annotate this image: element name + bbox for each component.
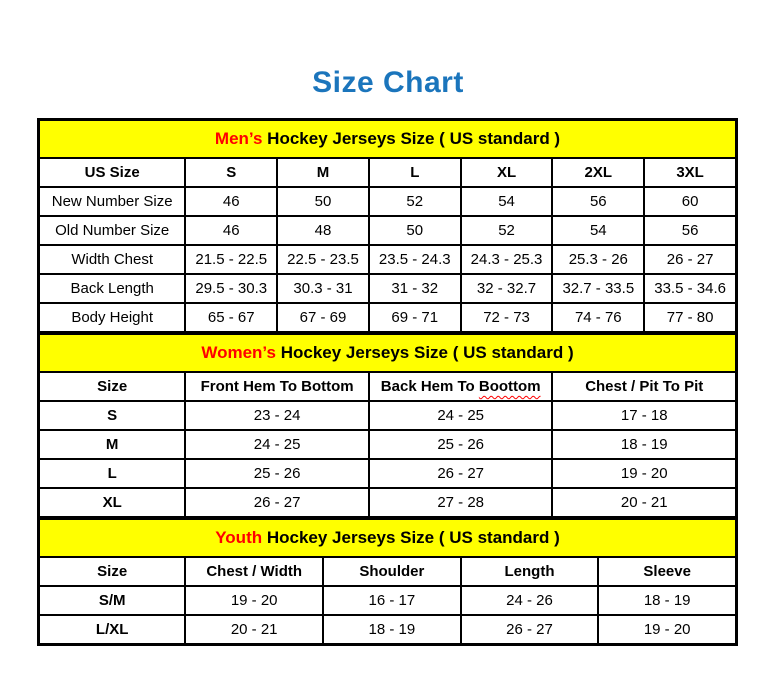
table-row: [39, 488, 736, 517]
row-label: Old Number Size: [39, 216, 185, 245]
table-row: [39, 187, 736, 216]
size-cell: 50: [369, 216, 461, 245]
size-cell: 46: [185, 216, 277, 245]
youth-band-row: [39, 519, 736, 557]
size-cell: 33.5 - 34.6: [644, 274, 736, 303]
size-cell: 26 - 27: [369, 459, 553, 488]
size-cell: 56: [644, 216, 736, 245]
size-cell: 29.5 - 30.3: [185, 274, 277, 303]
size-cell: 46: [185, 187, 277, 216]
size-cell: 18 - 19: [323, 615, 461, 644]
womens-band: [39, 334, 736, 372]
mens-band-red-text: Men’s: [214, 129, 263, 148]
size-cell: 52: [461, 216, 553, 245]
size-cell: 19 - 20: [598, 615, 736, 644]
col-header: Size: [39, 557, 185, 586]
row-label: S: [39, 401, 185, 430]
size-cell: 25 - 26: [185, 459, 369, 488]
table-row: [39, 615, 736, 644]
size-cell: 48: [277, 216, 369, 245]
table-row: [39, 274, 736, 303]
col-header: Chest / Width: [185, 557, 323, 586]
col-header: Shoulder: [323, 557, 461, 586]
col-header-back-hem: [369, 372, 553, 401]
size-cell: 23 - 24: [185, 401, 369, 430]
col-header: L: [369, 158, 461, 187]
womens-band-black-text: Hockey Jerseys Size ( US standard ): [275, 343, 574, 362]
size-cell: 65 - 67: [185, 303, 277, 332]
mens-band-row: [39, 120, 736, 158]
youth-band: [39, 519, 736, 557]
youth-band-black-text: Hockey Jerseys Size ( US standard ): [262, 528, 560, 547]
size-cell: 26 - 27: [644, 245, 736, 274]
table-row: [39, 303, 736, 332]
col-header: 2XL: [552, 158, 644, 187]
size-cell: 27 - 28: [369, 488, 553, 517]
row-label: L/XL: [39, 615, 185, 644]
mens-band: [39, 120, 736, 158]
row-label: New Number Size: [39, 187, 185, 216]
size-cell: 21.5 - 22.5: [185, 245, 277, 274]
col-header: XL: [461, 158, 553, 187]
size-cell: 69 - 71: [369, 303, 461, 332]
size-cell: 24 - 26: [461, 586, 599, 615]
table-row: [39, 216, 736, 245]
womens-header-row: [39, 372, 736, 401]
youth-band-red-text: Youth: [215, 528, 263, 547]
row-label: Back Length: [39, 274, 185, 303]
size-cell: 67 - 69: [277, 303, 369, 332]
size-cell: 26 - 27: [461, 615, 599, 644]
mens-header-row: [39, 158, 736, 187]
misspelled-word: Boottom: [478, 378, 541, 395]
col-header: Size: [39, 372, 185, 401]
size-cell: 77 - 80: [644, 303, 736, 332]
back-hem-text: Back Hem To: [380, 378, 479, 395]
size-cell: 50: [277, 187, 369, 216]
size-cell: 25 - 26: [369, 430, 553, 459]
size-cell: 23.5 - 24.3: [369, 245, 461, 274]
size-cell: 20 - 21: [552, 488, 736, 517]
col-header: Chest / Pit To Pit: [552, 372, 736, 401]
size-cell: 20 - 21: [185, 615, 323, 644]
page-title: Size Chart: [312, 66, 464, 99]
size-cell: 60: [644, 187, 736, 216]
row-label: L: [39, 459, 185, 488]
womens-band-red-text: Women’s: [201, 343, 276, 362]
table-row: [39, 430, 736, 459]
col-header: Length: [461, 557, 599, 586]
womens-size-table: [38, 333, 737, 518]
size-cell: 52: [369, 187, 461, 216]
size-cell: 32.7 - 33.5: [552, 274, 644, 303]
size-cell: 54: [552, 216, 644, 245]
table-row: [39, 586, 736, 615]
size-cell: 54: [461, 187, 553, 216]
mens-size-table: [38, 119, 737, 333]
size-cell: 26 - 27: [185, 488, 369, 517]
size-cell: 74 - 76: [552, 303, 644, 332]
size-cell: 16 - 17: [323, 586, 461, 615]
col-header: S: [185, 158, 277, 187]
size-cell: 24.3 - 25.3: [461, 245, 553, 274]
size-cell: 31 - 32: [369, 274, 461, 303]
row-label: M: [39, 430, 185, 459]
size-cell: 72 - 73: [461, 303, 553, 332]
size-cell: 24 - 25: [185, 430, 369, 459]
size-cell: 24 - 25: [369, 401, 553, 430]
size-cell: 56: [552, 187, 644, 216]
table-row: [39, 459, 736, 488]
size-cell: 17 - 18: [552, 401, 736, 430]
size-cell: 18 - 19: [552, 430, 736, 459]
row-label: XL: [39, 488, 185, 517]
table-row: [39, 245, 736, 274]
col-header: M: [277, 158, 369, 187]
size-cell: 18 - 19: [598, 586, 736, 615]
row-label: Width Chest: [39, 245, 185, 274]
col-header: Front Hem To Bottom: [185, 372, 369, 401]
size-cell: 32 - 32.7: [461, 274, 553, 303]
size-cell: 19 - 20: [552, 459, 736, 488]
table-row: [39, 401, 736, 430]
womens-band-row: [39, 334, 736, 372]
row-label: S/M: [39, 586, 185, 615]
col-header: Sleeve: [598, 557, 736, 586]
size-cell: 30.3 - 31: [277, 274, 369, 303]
youth-header-row: [39, 557, 736, 586]
youth-size-table: [38, 518, 737, 645]
col-header: 3XL: [644, 158, 736, 187]
size-cell: 25.3 - 26: [552, 245, 644, 274]
col-header: US Size: [39, 158, 185, 187]
mens-band-black-text: Hockey Jerseys Size ( US standard ): [262, 129, 561, 148]
size-cell: 19 - 20: [185, 586, 323, 615]
size-cell: 22.5 - 23.5: [277, 245, 369, 274]
size-chart-table: [37, 118, 738, 646]
row-label: Body Height: [39, 303, 185, 332]
